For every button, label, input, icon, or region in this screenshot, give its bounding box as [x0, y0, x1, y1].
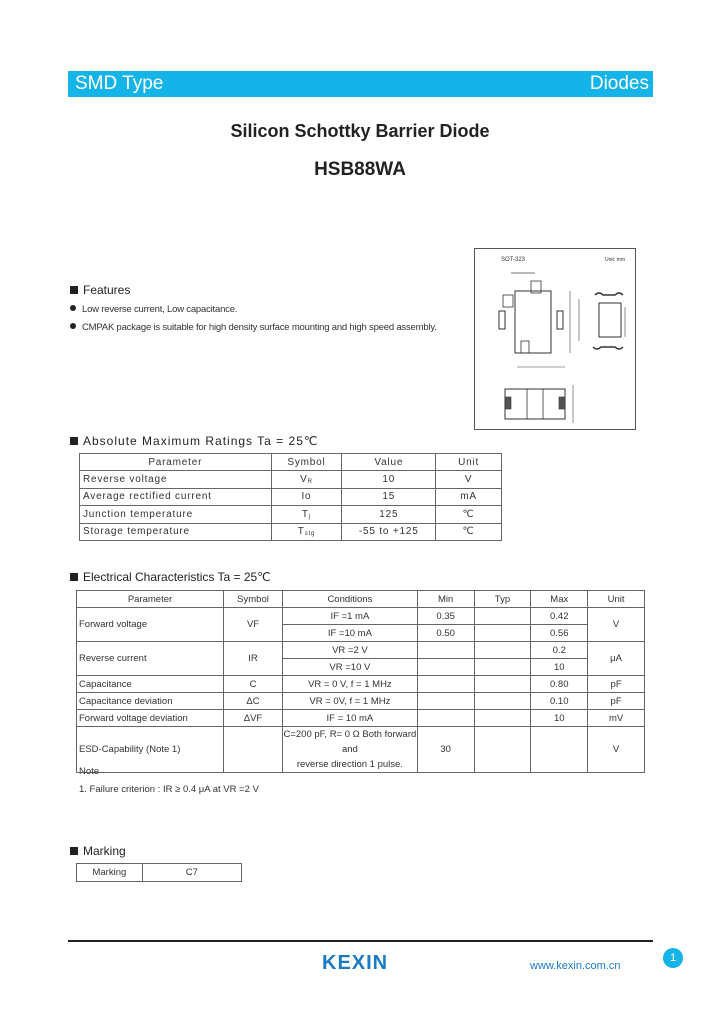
param-cell: Capacitance — [77, 676, 224, 693]
max-cell: 0.10 — [531, 693, 588, 710]
feature-item: CMPAK package is suitable for high density surface mounting and high speed assembly. — [70, 322, 437, 333]
symbol-cell: $T_j$ — [271, 506, 342, 523]
table-row — [77, 864, 242, 882]
symbol-cell: $V_R$ — [271, 471, 342, 488]
param-cell: ESD-Capability (Note 1) — [77, 727, 224, 773]
param-cell: Junction temperature — [80, 506, 272, 523]
max-cell: 10 — [531, 710, 588, 727]
min-cell — [417, 659, 474, 676]
header-category: SMD Type — [75, 73, 164, 94]
table-row — [80, 488, 502, 505]
elec-heading: Electrical Characteristics Ta = 25℃ — [70, 570, 271, 584]
table-row — [77, 727, 645, 773]
cond-cell: IF = 10 mA — [283, 710, 418, 727]
value-cell: 10 — [342, 471, 436, 488]
package-unit: Unit: mm — [605, 257, 625, 263]
symbol-cell: $T_{stg}$ — [271, 523, 342, 540]
elec-table — [76, 590, 645, 773]
package-outline-diagram — [475, 249, 635, 429]
package-name: SOT-323 — [501, 257, 526, 263]
symbol-cell: ΔVF — [224, 710, 283, 727]
header-bar — [68, 71, 653, 97]
feature-item: Low reverse current, Low capacitance. — [70, 304, 237, 315]
max-cell: 0.56 — [531, 625, 588, 642]
cond-cell: C=200 pF, R= 0 Ω Both forward and reverse direction 1 pulse. — [283, 727, 418, 773]
param-cell: Average rectified current — [80, 488, 272, 505]
square-bullet-icon — [70, 286, 78, 294]
abs-max-table — [79, 453, 502, 541]
col-header: Min — [417, 591, 474, 608]
value-cell: -55 to +125 — [342, 523, 436, 540]
col-header: Unit — [436, 454, 502, 471]
min-cell — [417, 710, 474, 727]
square-bullet-icon — [70, 847, 78, 855]
param-cell: Forward voltage deviation — [77, 710, 224, 727]
col-header: Conditions — [283, 591, 418, 608]
cond-cell: IF =10 mA — [283, 625, 418, 642]
features-heading: Features — [70, 283, 130, 297]
cond-cell: IF =1 mA — [283, 608, 418, 625]
package-drawing — [474, 248, 636, 430]
note-text: 1. Failure criterion : IR ≥ 0.4 μA at VR =2 V — [79, 784, 259, 795]
unit-cell: mV — [588, 710, 645, 727]
unit-cell: ℃ — [436, 523, 502, 540]
col-header: Max — [531, 591, 588, 608]
square-bullet-icon — [70, 573, 78, 581]
cond-cell: VR =2 V — [283, 642, 418, 659]
symbol-cell: VF — [224, 608, 283, 642]
unit-cell: μA — [588, 642, 645, 676]
unit-cell: V — [588, 727, 645, 773]
col-header: Symbol — [224, 591, 283, 608]
abs-max-heading: Absolute Maximum Ratings Ta = 25℃ — [70, 434, 318, 448]
max-cell: 0.80 — [531, 676, 588, 693]
marking-table — [76, 863, 242, 882]
typ-cell — [474, 710, 531, 727]
marking-label: Marking — [77, 864, 143, 882]
param-cell: Storage temperature — [80, 523, 272, 540]
unit-cell: pF — [588, 676, 645, 693]
min-cell: 0.50 — [417, 625, 474, 642]
page-number: 1 — [663, 948, 683, 968]
symbol-cell — [224, 727, 283, 773]
value-cell: 125 — [342, 506, 436, 523]
unit-cell: pF — [588, 693, 645, 710]
table-row — [77, 642, 645, 659]
document-title: Silicon Schottky Barrier Diode — [230, 121, 490, 141]
max-cell: 0.2 — [531, 642, 588, 659]
note-title: Note — [79, 766, 100, 777]
table-row — [77, 710, 645, 727]
table-row — [77, 608, 645, 625]
unit-cell: V — [588, 608, 645, 642]
symbol-cell: ΔC — [224, 693, 283, 710]
typ-cell — [474, 727, 531, 773]
unit-cell: ℃ — [436, 506, 502, 523]
value-cell: 15 — [342, 488, 436, 505]
col-header: Value — [342, 454, 436, 471]
typ-cell — [474, 693, 531, 710]
table-row — [77, 676, 645, 693]
col-header: Typ — [474, 591, 531, 608]
table-row — [77, 693, 645, 710]
square-bullet-icon — [70, 437, 78, 445]
part-number: HSB88WA — [314, 159, 406, 180]
col-header: Parameter — [80, 454, 272, 471]
unit-cell: mA — [436, 488, 502, 505]
min-cell — [417, 642, 474, 659]
max-cell — [531, 727, 588, 773]
min-cell: 30 — [417, 727, 474, 773]
marking-heading: Marking — [70, 844, 126, 858]
bullet-icon — [70, 323, 76, 329]
param-cell: Capacitance deviation — [77, 693, 224, 710]
cond-cell: VR =10 V — [283, 659, 418, 676]
table-row — [80, 506, 502, 523]
unit-cell: V — [436, 471, 502, 488]
typ-cell — [474, 625, 531, 642]
symbol-cell: IR — [224, 642, 283, 676]
col-header: Parameter — [77, 591, 224, 608]
param-cell: Reverse voltage — [80, 471, 272, 488]
typ-cell — [474, 659, 531, 676]
typ-cell — [474, 676, 531, 693]
param-cell: Reverse current — [77, 642, 224, 676]
bullet-icon — [70, 305, 76, 311]
marking-value: C7 — [142, 864, 241, 882]
cond-cell: VR = 0 V, f = 1 MHz — [283, 676, 418, 693]
min-cell — [417, 693, 474, 710]
table-header-row — [80, 454, 502, 471]
col-header: Symbol — [271, 454, 342, 471]
table-row — [80, 523, 502, 540]
table-row — [80, 471, 502, 488]
footer-divider — [68, 940, 653, 942]
company-logo: KEXIN — [322, 952, 389, 974]
max-cell: 0.42 — [531, 608, 588, 625]
website-link[interactable]: www.kexin.com.cn — [530, 960, 621, 972]
cond-cell: VR = 0V, f = 1 MHz — [283, 693, 418, 710]
max-cell: 10 — [531, 659, 588, 676]
header-type: Diodes — [589, 73, 649, 94]
typ-cell — [474, 642, 531, 659]
symbol-cell: Io — [271, 488, 342, 505]
min-cell — [417, 676, 474, 693]
symbol-cell: C — [224, 676, 283, 693]
typ-cell — [474, 608, 531, 625]
min-cell: 0.35 — [417, 608, 474, 625]
param-cell: Forward voltage — [77, 608, 224, 642]
table-header-row — [77, 591, 645, 608]
col-header: Unit — [588, 591, 645, 608]
